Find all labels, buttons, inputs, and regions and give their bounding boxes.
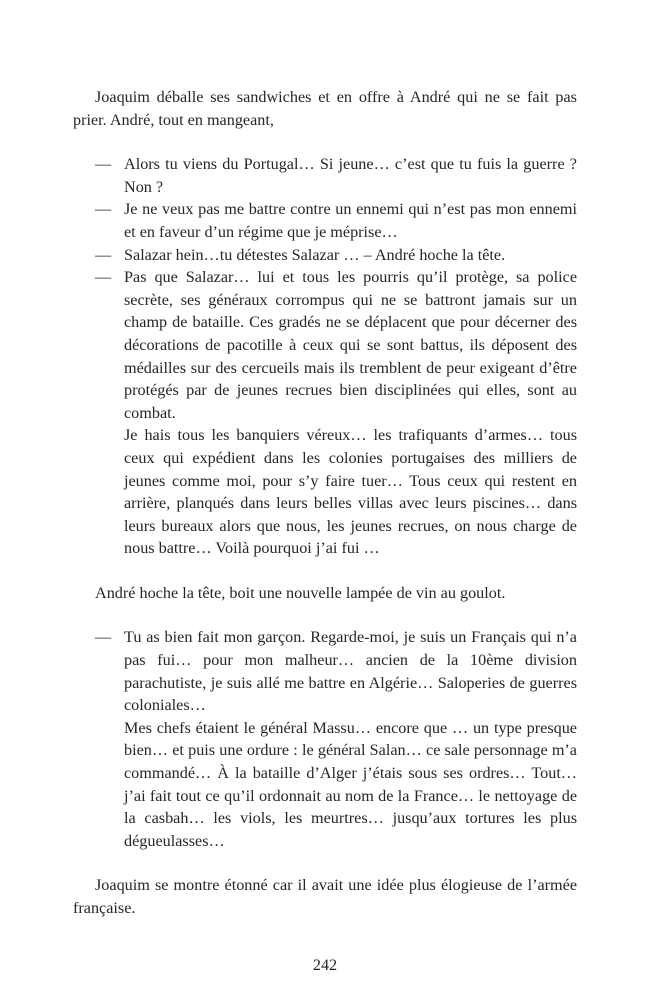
dialogue-line [73,198,577,243]
dialogue-text: Tu as bien fait mon garçon. Regarde-moi, je suis un Français qui n’a pas fui… pour mon malheur… ancien de la 10ème division parachutiste, je suis allé me battre en Algérie… Saloperies de guerres coloniales… [124,628,577,715]
spacer [73,604,577,626]
dialogue-dash: — [95,155,112,174]
spacer [73,131,577,153]
dialogue-text: Je ne veux pas me battre contre un ennemi qui n’est pas mon ennemi et en faveur d’un régime que je méprise… [124,200,577,241]
dialogue-continuation: Mes chefs étaient le général Massu… encore que … un type presque bien… et puis une ordure : le général Salan… ce sale personnage m’a commandé… À la bataille d’Alger j’étais sous ses ordres… Tout… j’ai fait tout ce qu’il ordonnait au nom de la France… le nettoyage de la casbah… les viols, les meurtres… jusqu’aux tortures les plus dégueulasses… [124,718,577,850]
dialogue-dash: — [95,628,112,647]
dialogue-text: Pas que Salazar… lui et tous les pourris qu’il protège, sa police secrète, ses généraux corrompus qui ne se battront jamais sur un champ de bataille. Ces gradés ne se déplacent que pour décerner des décorations de pacotille à ceux qui se sont battus, ils déposent des médailles sur des cercueils mais ils tremblent de peur exigeant d’être protégés par de jeunes recrues bien disciplinées qui elles, sont au combat. [124,268,577,422]
dialogue-line [73,266,577,424]
dialogue-dash: — [95,245,112,264]
narrative-paragraph: André hoche la tête, boit une nouvelle lampée de vin au goulot. [95,583,506,602]
dialogue-line [73,626,577,716]
page-body [73,86,577,920]
dialogue-block [73,626,577,716]
dialogue-line [73,153,577,198]
dialogue-block [73,153,577,424]
dialogue-line [73,244,577,267]
dialogue-text: Alors tu viens du Portugal… Si jeune… c’est que tu fuis la guerre ? Non ? [124,155,577,196]
dialogue-text: Salazar hein…tu détestes Salazar … – André hoche la tête. [124,245,506,264]
narrative-paragraph: Joaquim déballe ses sandwiches et en offre à André qui ne se fait pas prier. André, tout en mangeant, [73,88,577,129]
spacer [73,560,577,582]
spacer [73,852,577,874]
dialogue-dash: — [95,200,112,219]
dialogue-dash: — [95,268,112,287]
dialogue-continuation: Je hais tous les banquiers véreux… les trafiquants d’armes… tous ceux qui expédient dans les colonies portugaises des milliers de jeunes comme moi, pour s’y faire tuer… Tous ceux qui restent en arrière, planqués dans leurs belles villas avec leurs piscines… dans leurs bureaux alors que nous, les jeunes recrues, on nous charge de nous battre… Voilà pourquoi j’ai fui … [124,426,577,558]
page-number: 242 [312,956,338,974]
narrative-paragraph: Joaquim se montre étonné car il avait une idée plus élogieuse de l’armée française. [73,876,577,917]
